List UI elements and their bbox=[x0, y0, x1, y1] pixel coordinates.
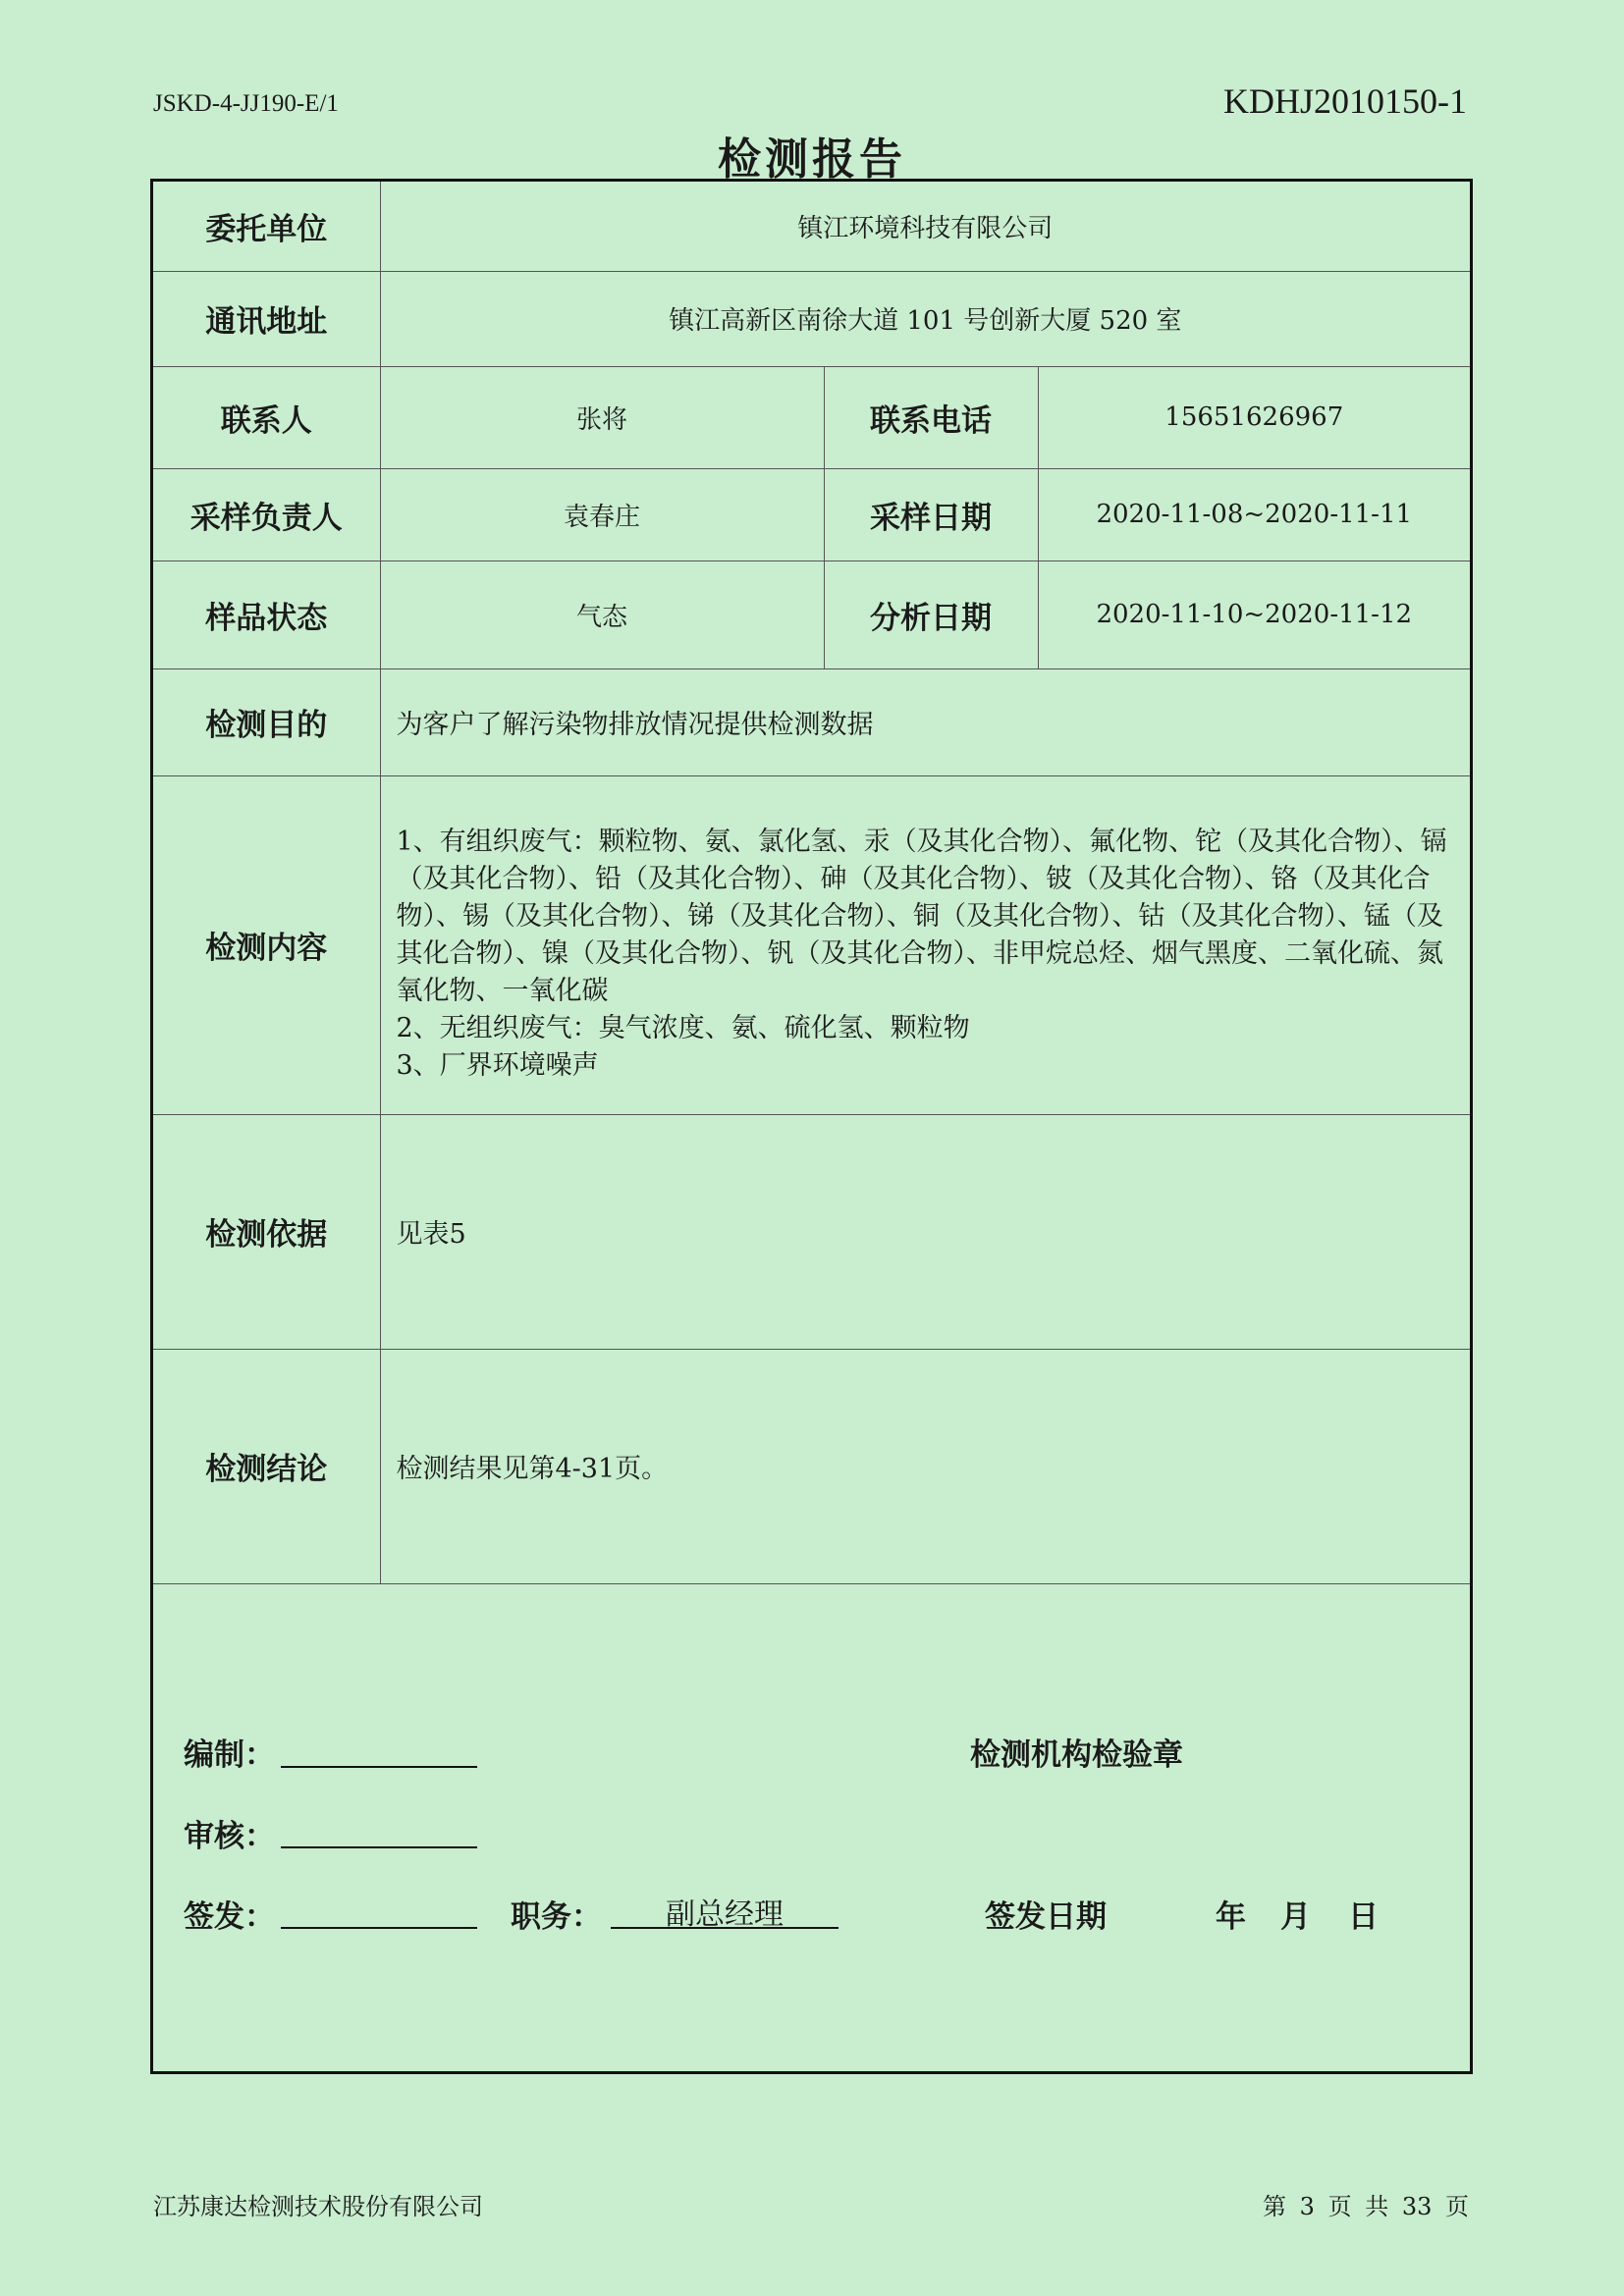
address-value: 镇江高新区南徐大道 101 号创新大厦 520 室 bbox=[380, 271, 1470, 366]
purpose-label: 检测目的 bbox=[153, 668, 380, 775]
phone-label: 联系电话 bbox=[824, 366, 1038, 468]
issued-signature-line bbox=[281, 1927, 477, 1929]
content-label: 检测内容 bbox=[153, 775, 380, 1114]
report-number: KDHJ2010150-1 bbox=[1223, 81, 1467, 121]
seal-label: 检测机构检验章 bbox=[970, 1737, 1183, 1773]
content-item: 2、无组织废气：臭气浓度、氨、硫化氢、颗粒物 bbox=[396, 1012, 970, 1043]
sample-date-value: 2020-11-08~2020-11-11 bbox=[1038, 468, 1470, 561]
content-item: 1、有组织废气：颗粒物、氨、氯化氢、汞（及其化合物）、氟化物、铊（及其化合物）、镉（及其化合物）、铅（及其化合物）、砷（及其化合物）、铍（及其化合物）、铬（及其化合物）、锡（及其化合物）、锑（及其化合物）、铜（及其化合物）、钴（及其化合物）、锰（及其化合物）、镍（及其化合物）、钒（及其化合物）、非甲烷总烃、烟气黑度、二氧化硫、氮氧化物、一氧化碳 bbox=[396, 826, 1447, 1006]
table-row bbox=[153, 468, 1470, 561]
form-code: JSKD-4-JJ190-E/1 bbox=[153, 90, 339, 117]
table-row bbox=[153, 561, 1470, 668]
duty-label: 职务： bbox=[511, 1899, 602, 1935]
table-row bbox=[153, 775, 1470, 1114]
client-label: 委托单位 bbox=[153, 182, 380, 271]
basis-label: 检测依据 bbox=[153, 1114, 380, 1349]
sample-state-label: 样品状态 bbox=[153, 561, 380, 668]
table-row bbox=[153, 182, 1470, 271]
report-table-frame bbox=[150, 179, 1473, 2074]
issue-date-label: 签发日期 bbox=[985, 1899, 1107, 1935]
sampler-label: 采样负责人 bbox=[153, 468, 380, 561]
table-row bbox=[153, 668, 1470, 775]
sampler-value: 袁春庄 bbox=[380, 468, 824, 561]
contact-label: 联系人 bbox=[153, 366, 380, 468]
reviewed-signature-line bbox=[281, 1846, 477, 1848]
address-label: 通讯地址 bbox=[153, 271, 380, 366]
table-row bbox=[153, 271, 1470, 366]
conclusion-value: 检测结果见第4-31页。 bbox=[380, 1349, 1470, 1583]
client-value: 镇江环境科技有限公司 bbox=[380, 182, 1470, 271]
table-row bbox=[153, 1114, 1470, 1349]
basis-value: 见表5 bbox=[380, 1114, 1470, 1349]
content-value bbox=[380, 775, 1470, 1114]
issued-label: 签发： bbox=[184, 1899, 275, 1935]
phone-value: 15651626967 bbox=[1038, 366, 1470, 468]
prepared-label: 编制： bbox=[184, 1737, 275, 1773]
day-label: 日 bbox=[1348, 1899, 1379, 1935]
month-label: 月 bbox=[1280, 1899, 1311, 1935]
year-label: 年 bbox=[1216, 1899, 1246, 1935]
duty-underline bbox=[611, 1927, 839, 1929]
report-info-table bbox=[153, 182, 1470, 1584]
prepared-signature-line bbox=[281, 1766, 477, 1768]
footer-company: 江苏康达检测技术股份有限公司 bbox=[153, 2193, 483, 2220]
footer-page-info: 第 3 页 共 33 页 bbox=[1263, 2193, 1469, 2220]
page-title: 检测报告 bbox=[718, 134, 906, 185]
conclusion-label: 检测结论 bbox=[153, 1349, 380, 1583]
duty-value: 副总经理 bbox=[666, 1897, 784, 1932]
analysis-date-label: 分析日期 bbox=[824, 561, 1038, 668]
reviewed-label: 审核： bbox=[184, 1819, 275, 1854]
purpose-value: 为客户了解污染物排放情况提供检测数据 bbox=[380, 668, 1470, 775]
content-item: 3、厂界环境噪声 bbox=[396, 1049, 599, 1081]
sample-state-value: 气态 bbox=[380, 561, 824, 668]
sample-date-label: 采样日期 bbox=[824, 468, 1038, 561]
analysis-date-value: 2020-11-10~2020-11-12 bbox=[1038, 561, 1470, 668]
table-row bbox=[153, 1349, 1470, 1583]
contact-value: 张将 bbox=[380, 366, 824, 468]
table-row bbox=[153, 366, 1470, 468]
